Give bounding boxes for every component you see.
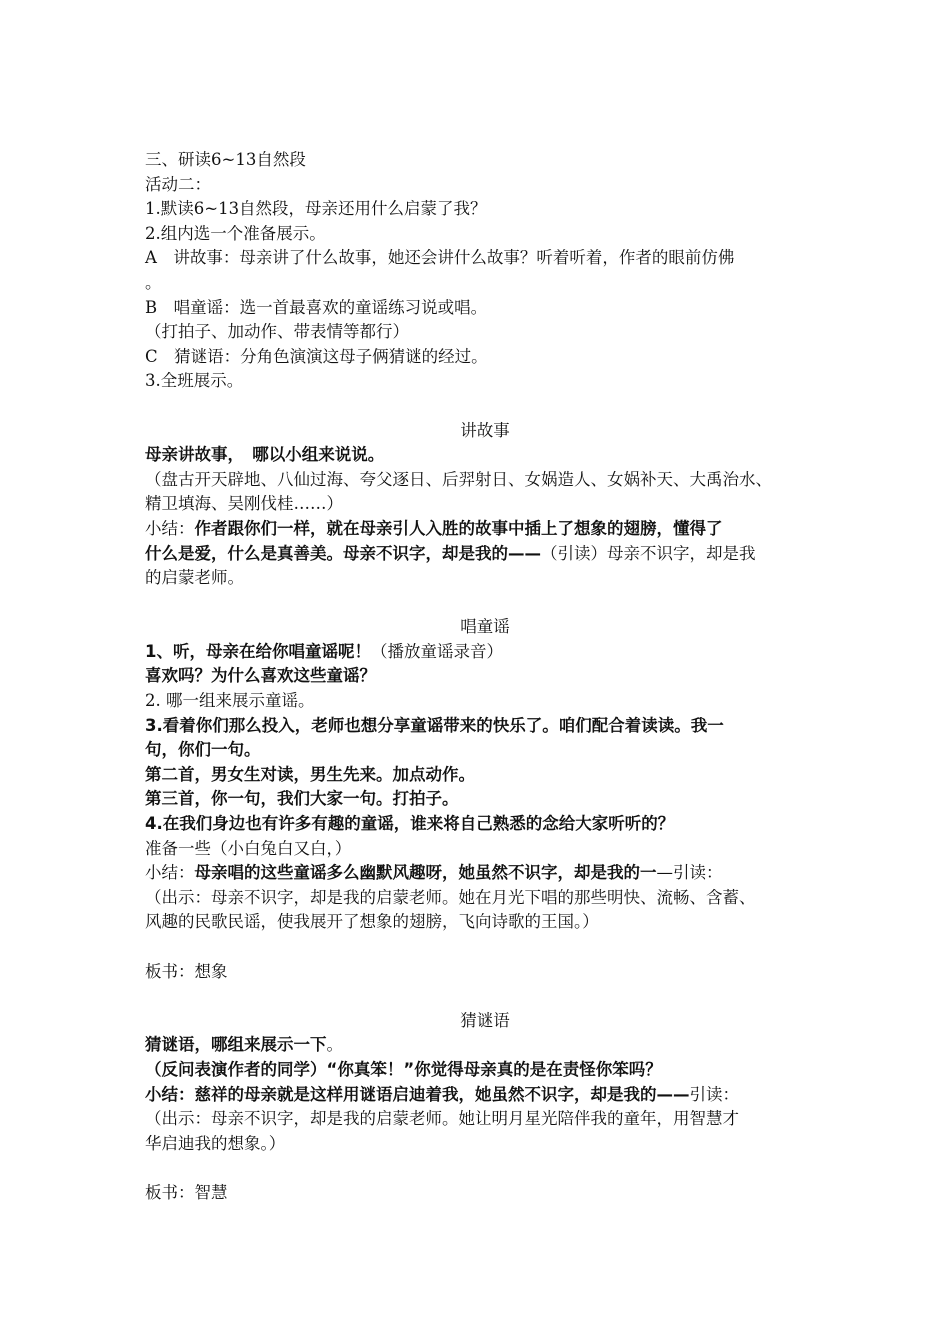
summary-bold-text: 小结：慈祥的母亲就是这样用谜语启迪着我，她虽然不识字，却是我的——: [145, 1084, 690, 1104]
summary-tail-text: —引读：: [656, 863, 723, 883]
story-line-3: 精卫填海、吴刚伐桂……）: [145, 494, 343, 514]
riddle-line-1-tail: 。: [326, 1035, 343, 1055]
story-line-1: 母亲讲故事， 哪以小组来说说。: [145, 445, 385, 465]
riddle-line-2: [145, 1058, 825, 1083]
song-line-1: [145, 640, 825, 665]
option-a: A 讲故事：母亲讲了什么故事，她还会讲什么故事？听着听着，作者的眼前仿佛: [145, 248, 735, 268]
summary-tail-text: 引读：: [689, 1084, 739, 1104]
question-2: 2.组内选一个准备展示。: [145, 223, 326, 243]
riddle-show-2: 华启迪我的想象。）: [145, 1133, 286, 1153]
riddle-line-1: [145, 1033, 825, 1058]
riddle-line-2-tail: 你觉得母亲真的是在责怪你笨吗？: [414, 1059, 662, 1079]
option-b-note: （打拍子、加动作、带表情等都行）: [145, 322, 409, 342]
question-3: 3.全班展示。: [145, 371, 244, 391]
song-line-7: 第三首，你一句，我们大家一句。打拍子。: [145, 789, 459, 809]
summary-bold-text: 母亲唱的这些童谣多么幽默风趣呀，她虽然不识字，却是我的一: [194, 863, 657, 883]
song-line-1-tail: （播放童谣录音）: [370, 641, 503, 661]
song-show-1: （出示：母亲不识字，却是我的启蒙老师。她在月光下唱的那些明快、流畅、含蓄、: [145, 887, 756, 907]
story-summary-2: [145, 542, 825, 567]
option-b: B 唱童谣：选一首最喜欢的童谣练习说或唱。: [145, 297, 488, 317]
option-c: C 猜谜语：分角色演演这母子俩猜谜的经过。: [145, 346, 488, 366]
option-a-cont: 。: [145, 272, 162, 292]
summary-tail-text: （引读）母亲不识字，却是我: [541, 543, 756, 563]
song-line-1-bold: 1、听，母亲在给你唱童谣呢！: [145, 641, 371, 661]
story-summary-1: [145, 517, 825, 542]
activity-label: 活动二：: [145, 174, 211, 194]
riddle-line-2-bold: （反问表演作者的同学）“你真笨！”: [145, 1059, 415, 1079]
board-note-wisdom: 板书：智慧: [145, 1182, 228, 1202]
story-heading: 讲故事: [460, 420, 510, 440]
board-note-imagination: 板书：想象: [145, 961, 228, 981]
song-line-4: 3.看着你们那么投入，老师也想分享童谣带来的快乐了。咱们配合着读读。我一: [145, 715, 724, 735]
summary-bold-text: 作者跟你们一样，就在母亲引人入胜的故事中插上了想象的翅膀，懂得了: [194, 518, 723, 538]
riddle-summary: [145, 1083, 825, 1108]
riddle-line-1-bold: 猜谜语，哪组来展示一下: [145, 1035, 327, 1055]
song-line-9: 准备一些（小白兔白又白，）: [145, 838, 352, 858]
song-summary: [145, 861, 825, 886]
section-title: 三、研读6~13自然段: [145, 150, 306, 169]
song-heading: 唱童谣: [460, 617, 510, 637]
song-show-2: 风趣的民歌民谣，使我展开了想象的翅膀，飞向诗歌的王国。）: [145, 912, 599, 932]
riddle-heading: 猜谜语: [460, 1010, 510, 1030]
song-line-2: 喜欢吗？为什么喜欢这些童谣？: [145, 666, 376, 686]
song-line-5: 句，你们一句。: [145, 740, 261, 760]
summary-prefix: 小结：: [145, 518, 195, 538]
summary-bold-text: 什么是爱，什么是真善美。母亲不识字，却是我的——: [145, 543, 541, 563]
story-summary-3: 的启蒙老师。: [145, 568, 244, 588]
story-line-2: （盘古开天辟地、八仙过海、夸父逐日、后羿射日、女娲造人、女娲补天、大禹治水、: [145, 469, 772, 489]
song-line-8: 4.在我们身边也有许多有趣的童谣，谁来将自己熟悉的念给大家听听的？: [145, 814, 675, 834]
question-1: 1.默读6~13自然段，母亲还用什么启蒙了我？: [145, 199, 487, 219]
document-page: [145, 148, 825, 1206]
summary-prefix: 小结：: [145, 863, 195, 883]
song-line-6: 第二首，男女生对读，男生先来。加点动作。: [145, 764, 475, 784]
riddle-show-1: （出示：母亲不识字，却是我的启蒙老师。她让明月星光陪伴我的童年，用智慧才: [145, 1109, 739, 1129]
song-line-3: 2. 哪一组来展示童谣。: [145, 691, 315, 711]
